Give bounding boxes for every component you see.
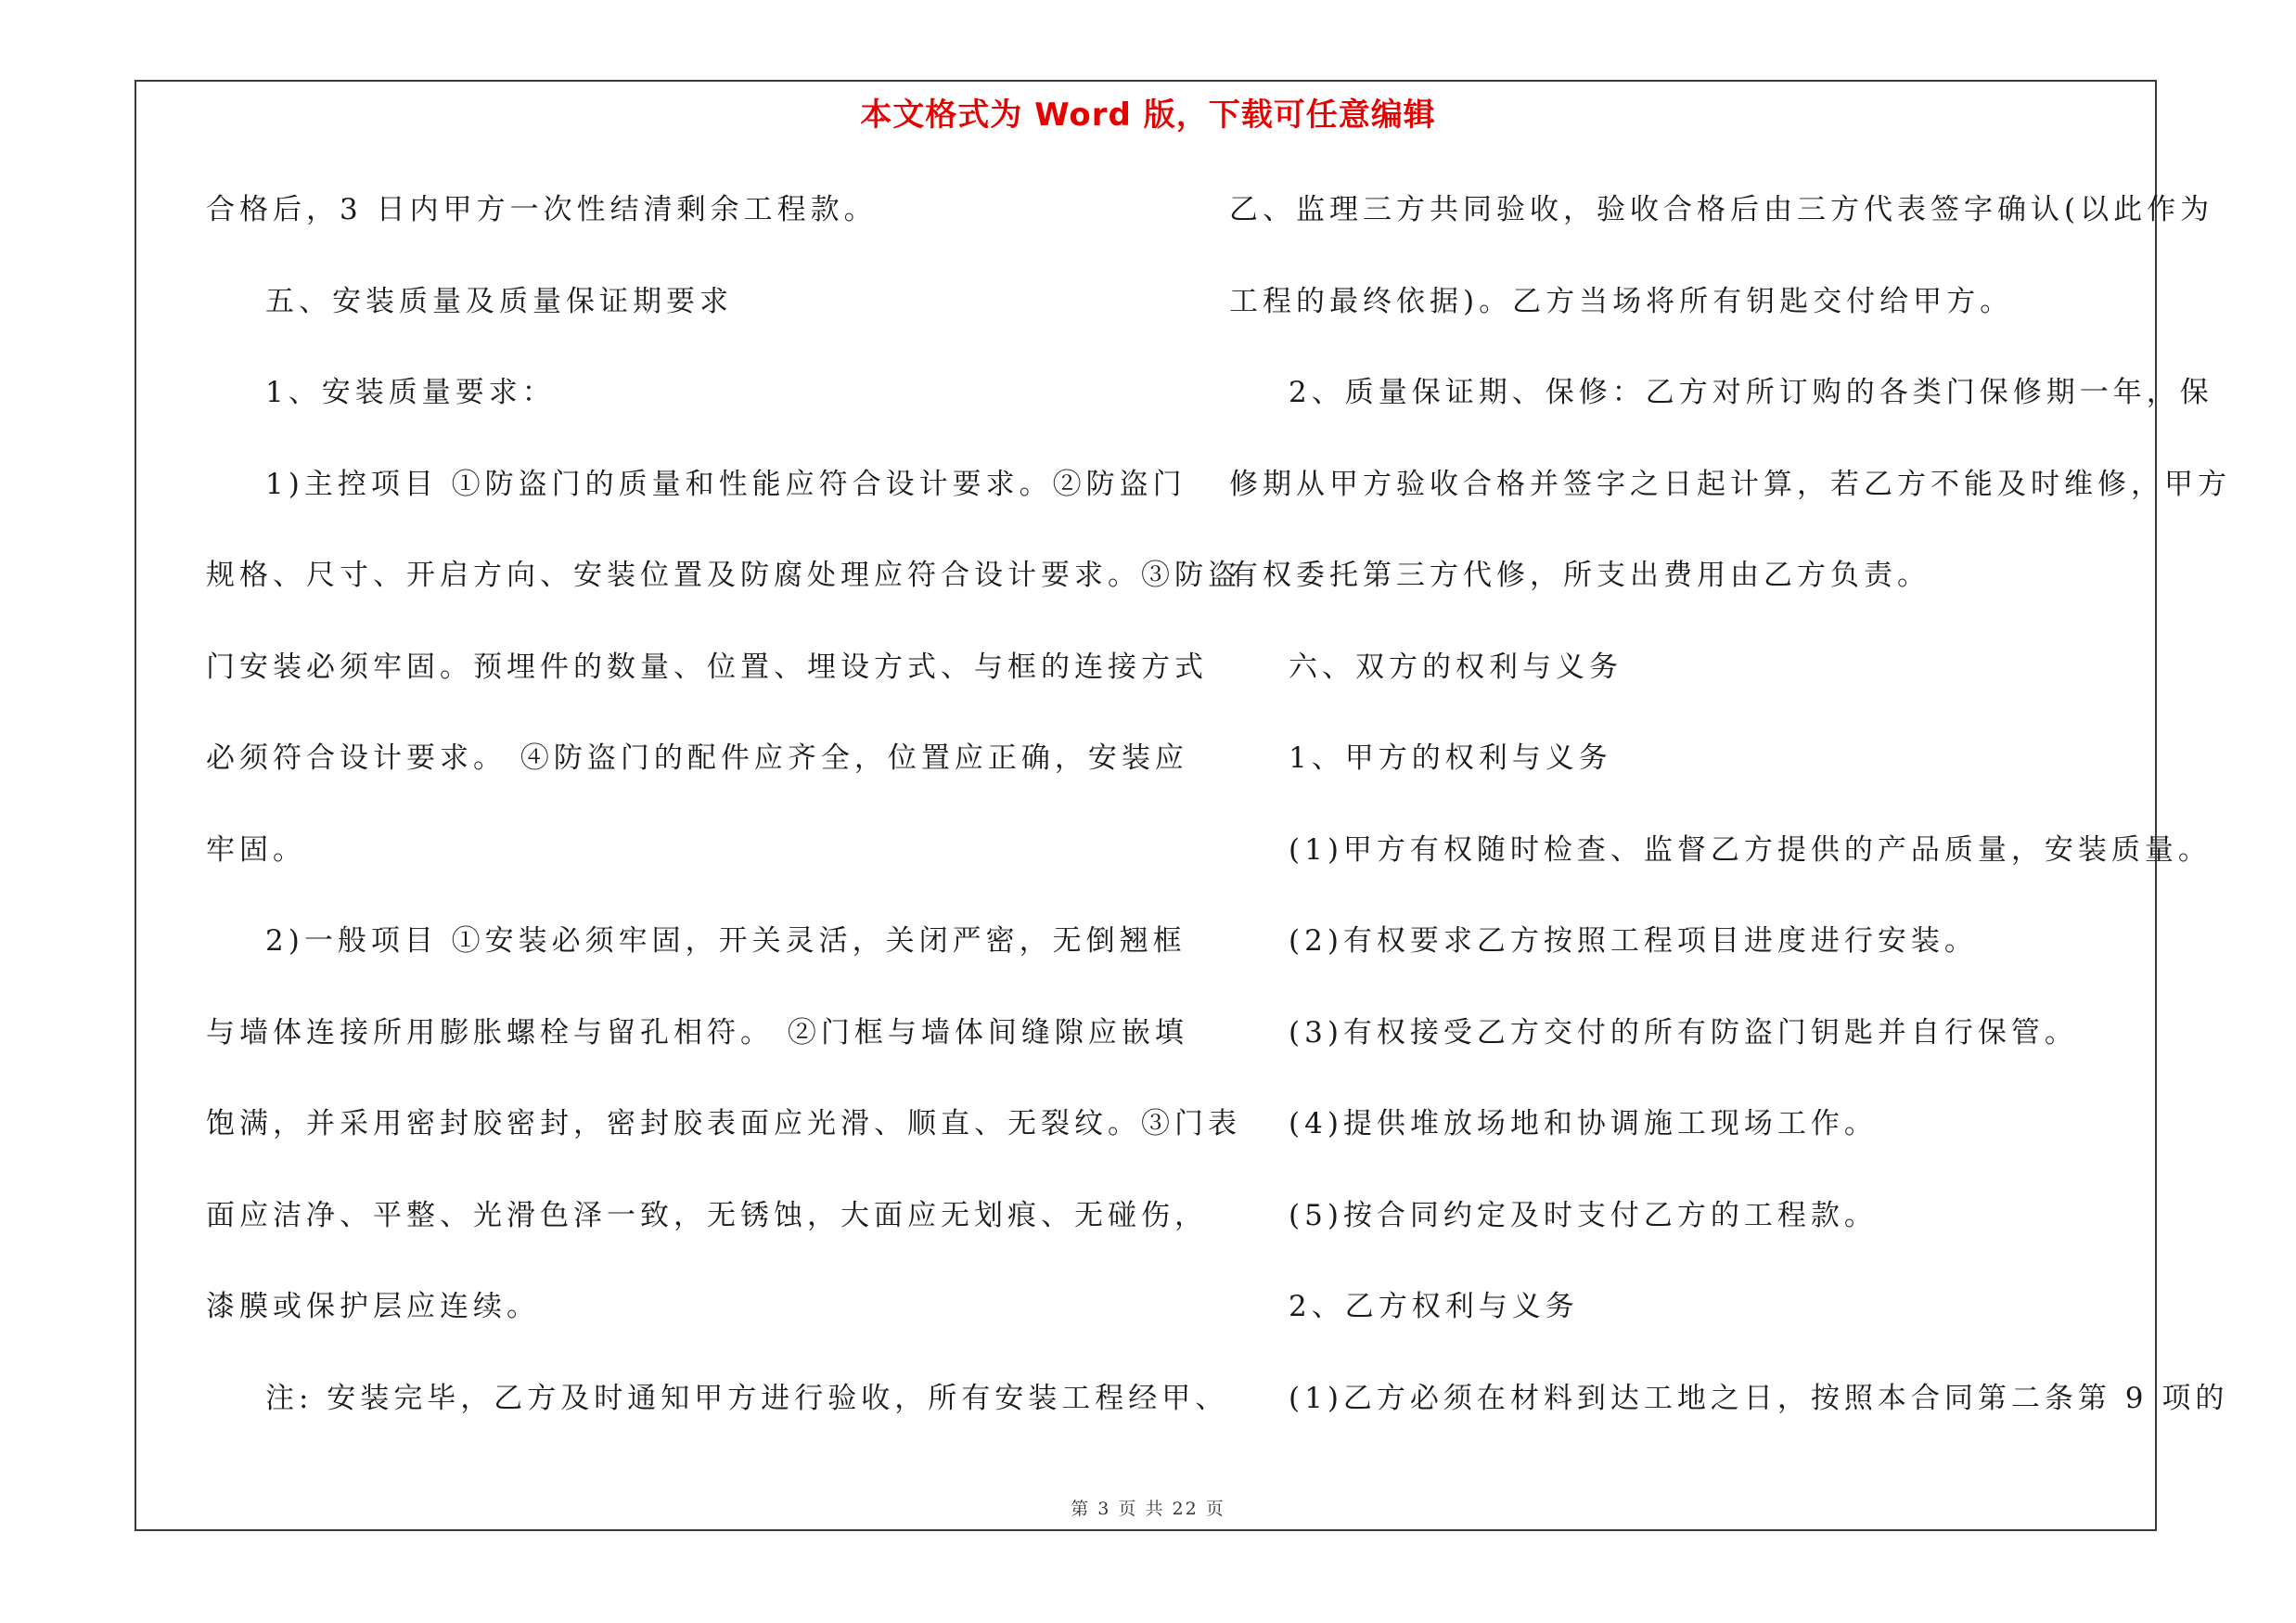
paragraph-line: 五、安装质量及质量保证期要求 bbox=[265, 284, 733, 318]
paragraph-line: (1)甲方有权随时检查、监督乙方提供的产品质量，安装质量。 bbox=[1289, 832, 2212, 867]
paragraph-line: 注: 安装完毕，乙方及时通知甲方进行验收，所有安装工程经甲、 bbox=[265, 1381, 1229, 1415]
paragraph-line: (3)有权接受乙方交付的所有防盗门钥匙并自行保管。 bbox=[1289, 1015, 2078, 1050]
paragraph-line: 合格后，3 日内甲方一次性结清剩余工程款。 bbox=[206, 193, 878, 226]
page-number-footer: 第 3 页 共 22 页 bbox=[1071, 1499, 1225, 1519]
right-column bbox=[1229, 182, 2231, 1462]
paragraph-line: 2)一般项目 ①安装必须牢固，开关灵活，关闭严密，无倒翘框 bbox=[265, 924, 1186, 958]
word-format-banner: 本文格式为 Word 版，下载可任意编辑 bbox=[860, 97, 1436, 134]
paragraph-line: 2、乙方权利与义务 bbox=[1289, 1290, 1579, 1323]
left-column bbox=[206, 182, 1241, 1462]
paragraph-line: 乙、监理三方共同验收，验收合格后由三方代表签字确认(以此作为 bbox=[1229, 193, 2214, 226]
paragraph-line: 工程的最终依据)。乙方当场将所有钥匙交付给甲方。 bbox=[1229, 284, 2014, 318]
paragraph-line: (5)按合同约定及时支付乙方的工程款。 bbox=[1289, 1198, 1878, 1232]
paragraph-line: 门安装必须牢固。预埋件的数量、位置、埋设方式、与框的连接方式 bbox=[206, 650, 1208, 684]
paragraph-line: 六、双方的权利与义务 bbox=[1289, 650, 1623, 684]
paragraph-line: 修期从甲方验收合格并签字之日起计算，若乙方不能及时维修，甲方 bbox=[1229, 467, 2231, 501]
paragraph-line: 1)主控项目 ①防盗门的质量和性能应符合设计要求。②防盗门 bbox=[265, 467, 1186, 501]
paragraph-line: (1)乙方必须在材料到达工地之日，按照本合同第二条第 9 项的 bbox=[1289, 1381, 2229, 1415]
paragraph-line: (2)有权要求乙方按照工程项目进度进行安装。 bbox=[1289, 924, 1978, 958]
paragraph-line: 必须符合设计要求。 ④防盗门的配件应齐全，位置应正确，安装应 bbox=[206, 741, 1188, 775]
paragraph-line: 1、安装质量要求： bbox=[265, 376, 556, 409]
paragraph-line: 漆膜或保护层应连续。 bbox=[206, 1290, 540, 1323]
paragraph-line: 与墙体连接所用膨胀螺栓与留孔相符。 ②门框与墙体间缝隙应嵌填 bbox=[206, 1015, 1188, 1050]
paragraph-line: 有权委托第三方代修，所支出费用由乙方负责。 bbox=[1229, 559, 1930, 592]
paragraph-line: 饱满，并采用密封胶密封，密封胶表面应光滑、顺直、无裂纹。③门表 bbox=[206, 1107, 1241, 1140]
paragraph-line: 2、质量保证期、保修：乙方对所订购的各类门保修期一年，保 bbox=[1289, 376, 2213, 409]
paragraph-line: 规格、尺寸、开启方向、安装位置及防腐处理应符合设计要求。③防盗 bbox=[206, 559, 1241, 592]
paragraph-line: 牢固。 bbox=[206, 832, 306, 867]
paragraph-line: 面应洁净、平整、光滑色泽一致，无锈蚀，大面应无划痕、无碰伤， bbox=[206, 1198, 1208, 1232]
paragraph-line: 1、甲方的权利与义务 bbox=[1289, 741, 1612, 775]
paragraph-line: (4)提供堆放场地和协调施工现场工作。 bbox=[1289, 1107, 1878, 1140]
